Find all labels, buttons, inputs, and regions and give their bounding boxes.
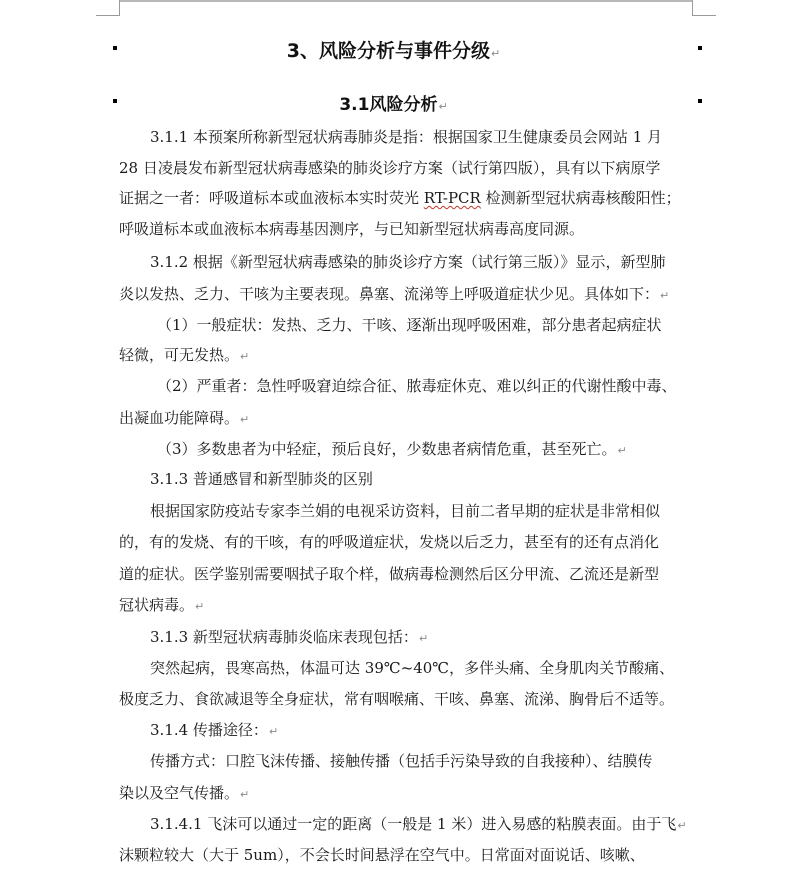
- text-line-content: （3）多数患者为中轻症，预后良好，少数患者病情危重，甚至死亡。: [157, 440, 617, 458]
- text-line[interactable]: [150, 654, 730, 682]
- text-line[interactable]: [150, 465, 730, 493]
- text-line-content: 3.1.3 新型冠状病毒肺炎临床表现包括：: [150, 628, 418, 646]
- crop-mark-top-left-horizontal: [96, 15, 120, 16]
- text-line-content: 道的症状。医学鉴别需要咽拭子取个样，做病毒检测然后区分甲流、乙流还是新型: [119, 565, 660, 583]
- text-line[interactable]: [119, 280, 699, 308]
- text-line[interactable]: [150, 747, 730, 775]
- text-line-content: 传播方式：口腔飞沫传播、接触传播（包括手污染导致的自我接种）、结膜传: [150, 752, 653, 770]
- paragraph-mark-icon: ↵: [677, 819, 687, 832]
- text-line[interactable]: [119, 154, 699, 182]
- text-line[interactable]: [157, 435, 737, 463]
- text-line-content: 轻微，可无发热。: [119, 346, 240, 364]
- text-line[interactable]: [119, 341, 699, 369]
- text-line[interactable]: [119, 685, 699, 713]
- text-line[interactable]: [150, 623, 730, 651]
- text-line-content: 的，有的发烧、有的干咳，有的呼吸道症状，发烧以后乏力，甚至有的还有点消化: [119, 533, 660, 551]
- text-line-content: 炎以发热、乏力、干咳为主要表现。鼻塞、流涕等上呼吸道症状少见。具体如下：: [119, 285, 660, 303]
- text-line-content: 3.1.2 根据《新型冠状病毒感染的肺炎诊疗方案（试行第三版）》显示，新型肺: [150, 253, 666, 271]
- paragraph-mark-icon: ↵: [240, 413, 250, 426]
- paragraph-mark-icon: ↵: [660, 289, 670, 302]
- text-line[interactable]: [119, 215, 699, 243]
- paragraph-mark-icon: ↵: [268, 725, 279, 738]
- text-line[interactable]: [119, 404, 699, 432]
- paragraph-mark-icon: ↵: [438, 100, 448, 113]
- paragraph-mark-icon: ↵: [240, 350, 250, 363]
- text-line[interactable]: [119, 528, 699, 556]
- text-line-content: 证据之一者：呼吸道标本或血液标本实时荧光: [119, 189, 424, 207]
- text-line[interactable]: [119, 841, 699, 869]
- text-line[interactable]: [119, 779, 699, 807]
- paragraph-mark-icon: ↵: [418, 632, 429, 645]
- text-line-content: （2）严重者：急性呼吸窘迫综合征、脓毒症休克、难以纠正的代谢性酸中毒、: [157, 377, 677, 395]
- text-line[interactable]: [119, 184, 699, 212]
- text-line-content: 根据国家防疫站专家李兰娟的电视采访资料，目前二者早期的症状是非常相似: [150, 502, 661, 520]
- section-heading[interactable]: [0, 36, 787, 63]
- text-line[interactable]: [150, 716, 730, 744]
- text-line-content: 呼吸道标本或血液标本病毒基因测序，与已知新型冠状病毒高度同源。: [119, 220, 585, 238]
- paragraph-mark-icon: ↵: [240, 788, 250, 801]
- section-heading-text: 3、风险分析与事件分级: [286, 40, 490, 62]
- text-line-content: 3.1.4.1 飞沫可以通过一定的距离（一般是 1 米）进入易感的粘膜表面。由于飞: [150, 815, 677, 833]
- text-line-content: 染以及空气传播。: [119, 784, 240, 802]
- crop-mark-top-right-horizontal: [692, 15, 716, 16]
- spellcheck-underlined-word: RT-PCR: [423, 189, 481, 207]
- text-line-content: 突然起病，畏寒高热，体温可达 39℃~40℃，多伴头痛、全身肌肉关节酸痛、: [150, 659, 675, 677]
- text-line[interactable]: [150, 248, 730, 276]
- text-line[interactable]: [119, 591, 699, 619]
- text-line[interactable]: [157, 311, 737, 339]
- crop-mark-top-right-vertical: [692, 0, 693, 16]
- text-line[interactable]: [150, 810, 730, 838]
- text-line-content: 3.1.3 普通感冒和新型肺炎的区别: [150, 470, 373, 488]
- text-line-content: 检测新型冠状病毒核酸阳性；: [480, 189, 681, 207]
- text-line[interactable]: [119, 560, 699, 588]
- text-line-content: 极度乏力、食欲减退等全身症状，常有咽喉痛、干咳、鼻塞、流涕、胸骨后不适等。: [119, 690, 675, 708]
- text-line-content: 冠状病毒。: [119, 596, 195, 614]
- page-top-border: [120, 0, 692, 2]
- subsection-heading-text: 3.1风险分析: [339, 95, 438, 115]
- text-line-content: 沫颗粒较大（大于 5um），不会长时间悬浮在空气中。日常面对面说话、咳嗽、: [119, 846, 645, 864]
- paragraph-mark-icon: ↵: [195, 600, 205, 613]
- text-line[interactable]: [150, 497, 730, 525]
- text-line-content: 3.1.4 传播途径：: [150, 721, 268, 739]
- text-line-content: 3.1.1 本预案所称新型冠状病毒肺炎是指：根据国家卫生健康委员会网站 1 月: [150, 128, 663, 146]
- text-line[interactable]: [150, 123, 730, 151]
- text-line-content: （1）一般症状：发热、乏力、干咳、逐渐出现呼吸困难，部分患者起病症状: [157, 316, 662, 334]
- subsection-heading[interactable]: [0, 90, 787, 115]
- text-line-content: 28 日凌晨发布新型冠状病毒感染的肺炎诊疗方案（试行第四版），具有以下病原学: [119, 159, 661, 177]
- crop-mark-top-left-vertical: [119, 0, 120, 16]
- paragraph-mark-icon: ↵: [617, 444, 627, 457]
- text-line[interactable]: [157, 372, 737, 400]
- paragraph-mark-icon: ↵: [491, 47, 501, 60]
- text-line-content: 出凝血功能障碍。: [119, 409, 240, 427]
